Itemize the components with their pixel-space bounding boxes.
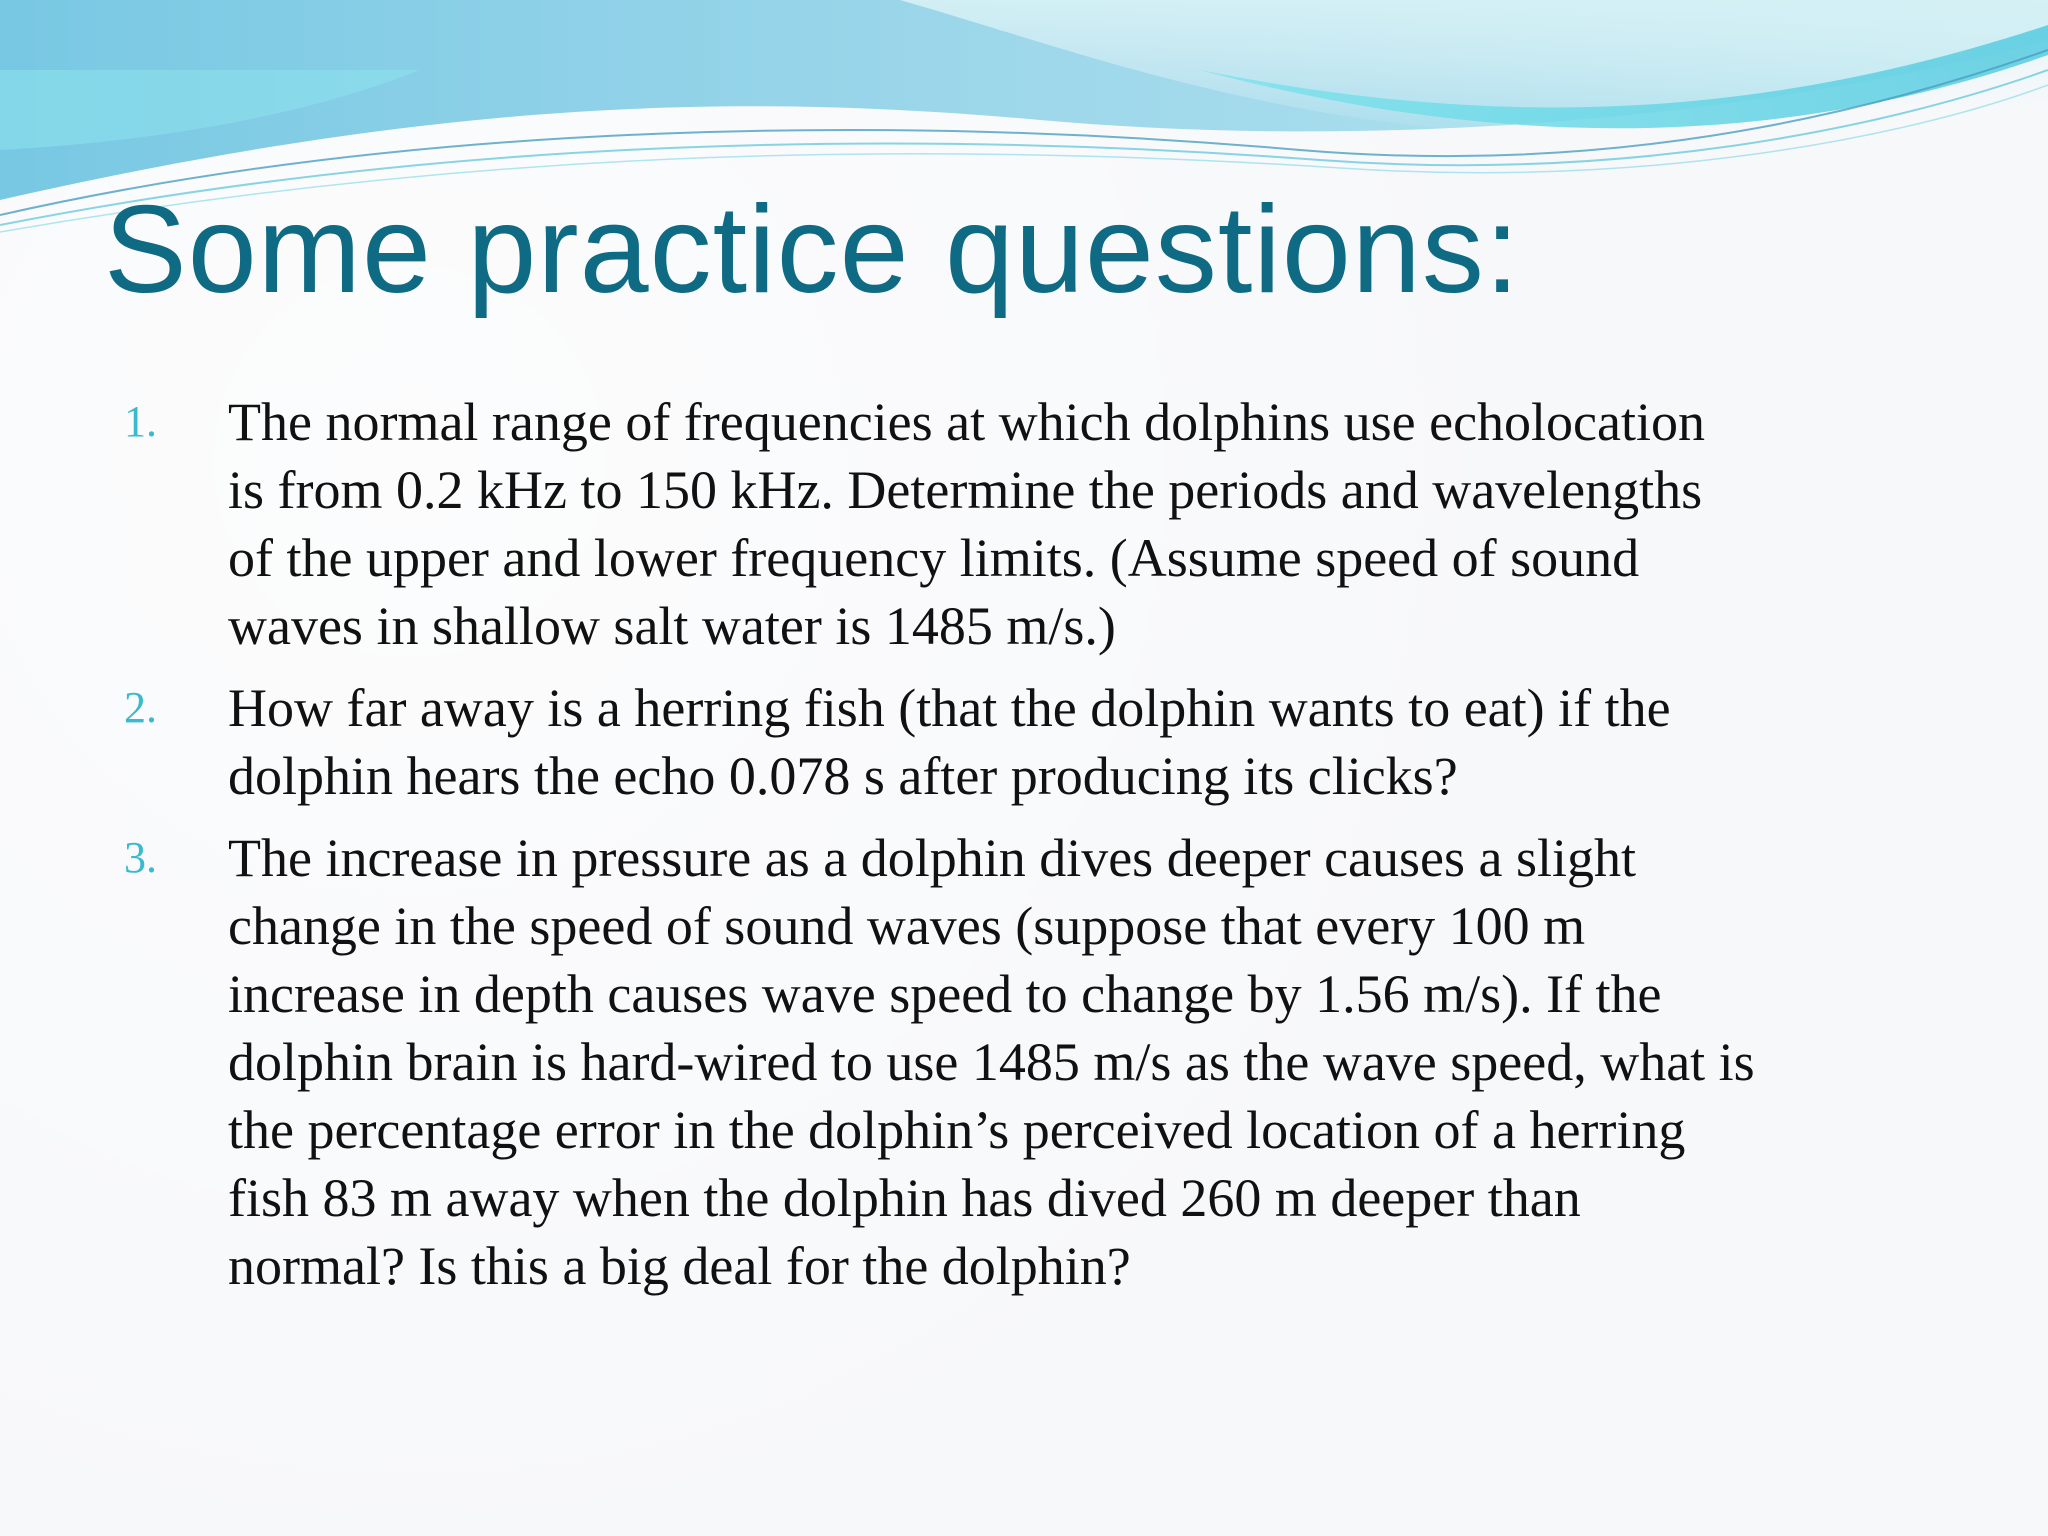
question-line: normal? Is this a big deal for the dolphin? [228,1236,1131,1296]
question-line: The increase in pressure as a dolphin dives deeper causes a slight [228,828,1637,888]
question-number: 3. [124,833,157,882]
slide-title: Some practice questions: [104,181,1521,319]
question-line: dolphin brain is hard-wired to use 1485 m/s as the wave speed, what is [228,1032,1755,1092]
question-line: dolphin hears the echo 0.078 s after producing its clicks? [228,746,1458,806]
question-line: change in the speed of sound waves (suppose that every 100 m [228,896,1586,956]
question-line: fish 83 m away when the dolphin has dived 260 m deeper than [228,1168,1581,1228]
question-line: of the upper and lower frequency limits. (Assume speed of sound [228,528,1640,588]
question-number: 1. [124,397,157,446]
question-line: is from 0.2 kHz to 150 kHz. Determine the periods and wavelengths [228,460,1703,520]
question-line: increase in depth causes wave speed to change by 1.56 m/s). If the [228,964,1662,1024]
question-line: The normal range of frequencies at which dolphins use echolocation [228,392,1705,452]
question-list [120,388,1940,1314]
question-line: waves in shallow salt water is 1485 m/s.) [228,596,1116,656]
question-item [120,824,1940,1300]
question-line: How far away is a herring fish (that the dolphin wants to eat) if the [228,678,1671,738]
question-item [120,388,1940,660]
question-item [120,674,1940,810]
question-line: the percentage error in the dolphin’s perceived location of a herring [228,1100,1686,1160]
question-number: 2. [124,683,157,732]
